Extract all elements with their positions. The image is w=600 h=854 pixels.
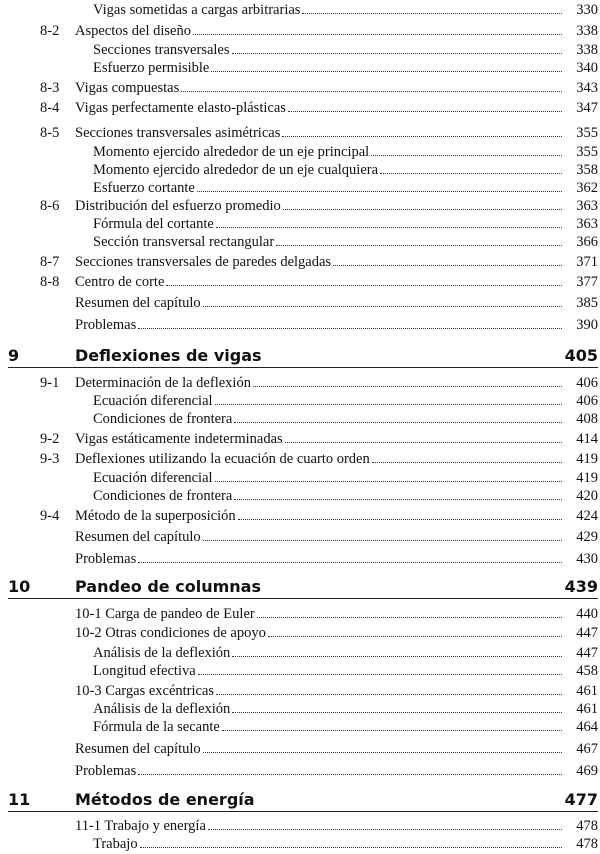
- toc-section[interactable]: [0, 549, 600, 569]
- toc-section[interactable]: [0, 78, 600, 98]
- entry-label-wrap: [75, 506, 562, 526]
- entry-page: 430: [576, 551, 598, 567]
- entry-title: Condiciones de frontera: [93, 488, 233, 504]
- entry-title: Centro de corte: [75, 274, 165, 290]
- entry-page: 419: [576, 451, 598, 467]
- entry-title: Resumen del capítulo: [75, 529, 201, 545]
- toc-section[interactable]: [0, 623, 600, 643]
- entry-page: 461: [576, 701, 598, 717]
- entry-title: Deflexiones utilizando la ecuación de cuarto orden: [75, 451, 370, 467]
- toc-section[interactable]: [0, 816, 600, 836]
- entry-page: 478: [576, 836, 598, 852]
- entry-label-wrap: [75, 293, 562, 313]
- toc-subsection[interactable]: [0, 178, 600, 198]
- toc-section[interactable]: [0, 272, 600, 292]
- dot-leader: [283, 209, 562, 210]
- chapter-divider: [8, 598, 598, 599]
- section-number: 9-1: [40, 375, 60, 391]
- chapter-number: 10: [8, 577, 31, 596]
- entry-title: Distribución del esfuerzo promedio: [75, 198, 281, 214]
- entry-page: 469: [576, 763, 598, 779]
- entry-title: 10-3 Cargas excéntricas: [75, 683, 215, 699]
- entry-page: 338: [576, 42, 598, 58]
- entry-label-wrap: [75, 272, 562, 292]
- toc-subsection[interactable]: [0, 717, 600, 737]
- dot-leader: [138, 328, 562, 329]
- toc-subsection[interactable]: [0, 391, 600, 411]
- entry-page: 385: [576, 295, 598, 311]
- entry-label-wrap: [75, 373, 562, 393]
- entry-label-wrap: [93, 391, 562, 411]
- toc-section[interactable]: [0, 739, 600, 759]
- dot-leader: [372, 462, 562, 463]
- entry-title: Trabajo: [93, 836, 138, 852]
- entry-page: 478: [576, 818, 598, 834]
- entry-page: 419: [576, 470, 598, 486]
- entry-label-wrap: [75, 623, 562, 643]
- dot-leader: [208, 829, 562, 830]
- toc-section[interactable]: [0, 98, 600, 118]
- dot-leader: [203, 306, 562, 307]
- dot-leader: [138, 562, 562, 563]
- entry-page: 420: [576, 488, 598, 504]
- toc-subsection[interactable]: [0, 661, 600, 681]
- toc-section[interactable]: [0, 252, 600, 272]
- toc-chapter[interactable]: [0, 343, 600, 369]
- toc-subsection[interactable]: [0, 409, 600, 429]
- entry-page: 458: [576, 663, 598, 679]
- entry-title: 11-1 Trabajo y energía: [75, 818, 206, 834]
- entry-page: 440: [576, 606, 598, 622]
- entry-page: 467: [576, 741, 598, 757]
- dot-leader: [285, 442, 562, 443]
- toc-section[interactable]: [0, 196, 600, 216]
- dot-leader: [276, 245, 562, 246]
- entry-title: Fórmula del cortante: [93, 216, 214, 232]
- dot-leader: [232, 712, 562, 713]
- dot-leader: [215, 404, 562, 405]
- entry-page: 414: [576, 431, 598, 447]
- entry-page: 461: [576, 683, 598, 699]
- toc-subsection[interactable]: [0, 214, 600, 234]
- section-number: 9-3: [40, 451, 60, 467]
- chapter-page: 405: [564, 346, 598, 365]
- toc-subsection[interactable]: [0, 160, 600, 180]
- entry-title: Longitud efectiva: [93, 663, 196, 679]
- dot-leader: [238, 519, 562, 520]
- entry-title: Problemas: [75, 763, 137, 779]
- entry-title: 10-2 Otras condiciones de apoyo: [75, 625, 266, 641]
- entry-label-wrap: [93, 0, 562, 20]
- entry-label-wrap: [93, 58, 562, 78]
- toc-section[interactable]: [0, 681, 600, 701]
- dot-leader: [215, 481, 562, 482]
- entry-title: Resumen del capítulo: [75, 295, 201, 311]
- dot-leader: [234, 499, 562, 500]
- toc-section[interactable]: [0, 527, 600, 547]
- entry-title: Aspectos del diseño: [75, 23, 191, 39]
- dot-leader: [282, 136, 562, 137]
- dot-leader: [203, 752, 562, 753]
- entry-label-wrap: [75, 761, 562, 781]
- toc-subsection[interactable]: [0, 834, 600, 854]
- entry-label-wrap: [75, 315, 562, 335]
- entry-page: 464: [576, 719, 598, 735]
- dot-leader: [216, 227, 562, 228]
- dot-leader: [333, 265, 562, 266]
- toc-section[interactable]: [0, 761, 600, 781]
- dot-leader: [138, 774, 562, 775]
- toc-subsection[interactable]: [0, 58, 600, 78]
- entry-title: Problemas: [75, 551, 137, 567]
- entry-title: Vigas perfectamente elasto-plásticas: [75, 100, 286, 116]
- chapter-title: Deflexiones de vigas: [75, 346, 262, 365]
- entry-page: 358: [576, 162, 598, 178]
- entry-title: Fórmula de la secante: [93, 719, 220, 735]
- entry-page: 362: [576, 180, 598, 196]
- entry-page: 408: [576, 411, 598, 427]
- toc-subsection[interactable]: [0, 699, 600, 719]
- entry-label-wrap: [93, 661, 562, 681]
- toc-subsection[interactable]: [0, 142, 600, 162]
- entry-label-wrap: [93, 178, 562, 198]
- dot-leader: [197, 191, 562, 192]
- entry-label-wrap: [93, 717, 562, 737]
- toc-subsection[interactable]: [0, 643, 600, 663]
- toc-chapter[interactable]: [0, 787, 600, 813]
- section-number: 9-4: [40, 508, 60, 524]
- entry-page: 424: [576, 508, 598, 524]
- entry-title: Vigas compuestas: [75, 80, 180, 96]
- entry-label-wrap: [75, 429, 562, 449]
- entry-label-wrap: [93, 699, 562, 719]
- entry-page: 406: [576, 393, 598, 409]
- section-number: 8-2: [40, 23, 60, 39]
- entry-page: 390: [576, 317, 598, 333]
- entry-title: Problemas: [75, 317, 137, 333]
- entry-label-wrap: [75, 816, 562, 836]
- entry-title: Método de la superposición: [75, 508, 236, 524]
- toc-section[interactable]: [0, 604, 600, 624]
- entry-page: 371: [576, 254, 598, 270]
- entry-title: Esfuerzo cortante: [93, 180, 195, 196]
- dot-leader: [371, 155, 562, 156]
- dot-leader: [288, 111, 562, 112]
- dot-leader: [253, 386, 562, 387]
- section-number: 8-5: [40, 125, 60, 141]
- entry-label-wrap: [75, 196, 562, 216]
- entry-label-wrap: [93, 214, 562, 234]
- entry-page: 447: [576, 645, 598, 661]
- entry-title: Determinación de la deflexión: [75, 375, 251, 391]
- entry-page: 366: [576, 234, 598, 250]
- entry-page: 347: [576, 100, 598, 116]
- chapter-title: Pandeo de columnas: [75, 577, 261, 596]
- entry-title: Ecuación diferencial: [93, 470, 213, 486]
- entry-page: 429: [576, 529, 598, 545]
- dot-leader: [302, 13, 562, 14]
- entry-label-wrap: [75, 739, 562, 759]
- dot-leader: [181, 91, 562, 92]
- entry-page: 447: [576, 625, 598, 641]
- dot-leader: [198, 674, 562, 675]
- chapter-title: Métodos de energía: [75, 790, 255, 809]
- entry-label-wrap: [75, 527, 562, 547]
- entry-title: Momento ejercido alrededor de un eje cualquiera: [93, 162, 379, 178]
- entry-title: Secciones transversales de paredes delgadas: [75, 254, 332, 270]
- entry-label-wrap: [75, 549, 562, 569]
- toc-section[interactable]: [0, 21, 600, 41]
- dot-leader: [203, 540, 562, 541]
- section-number: 8-4: [40, 100, 60, 116]
- dot-leader: [257, 617, 562, 618]
- toc-chapter[interactable]: [0, 574, 600, 600]
- section-number: 8-7: [40, 254, 60, 270]
- entry-label-wrap: [93, 40, 562, 60]
- entry-page: 355: [576, 125, 598, 141]
- entry-label-wrap: [93, 834, 562, 854]
- entry-title: Resumen del capítulo: [75, 741, 201, 757]
- entry-title: Análisis de la deflexión: [93, 645, 231, 661]
- entry-title: 10-1 Carga de pandeo de Euler: [75, 606, 255, 622]
- toc-section[interactable]: [0, 123, 600, 143]
- entry-label-wrap: [75, 98, 562, 118]
- entry-label-wrap: [75, 78, 562, 98]
- entry-label-wrap: [75, 123, 562, 143]
- dot-leader: [216, 694, 562, 695]
- entry-page: 406: [576, 375, 598, 391]
- section-number: 8-8: [40, 274, 60, 290]
- toc-section[interactable]: [0, 293, 600, 313]
- dot-leader: [193, 34, 562, 35]
- dot-leader: [140, 847, 562, 848]
- entry-label-wrap: [93, 486, 562, 506]
- toc-section[interactable]: [0, 449, 600, 469]
- dot-leader: [232, 656, 562, 657]
- chapter-page: 477: [564, 790, 598, 809]
- entry-label-wrap: [75, 604, 562, 624]
- entry-page: 363: [576, 198, 598, 214]
- entry-title: Secciones transversales asimétricas: [75, 125, 281, 141]
- entry-title: Condiciones de frontera: [93, 411, 233, 427]
- chapter-page: 439: [564, 577, 598, 596]
- entry-label-wrap: [75, 252, 562, 272]
- toc-subsection[interactable]: [0, 0, 600, 20]
- section-number: 8-6: [40, 198, 60, 214]
- toc-subsection[interactable]: [0, 468, 600, 488]
- entry-title: Análisis de la deflexión: [93, 701, 231, 717]
- entry-page: 340: [576, 60, 598, 76]
- toc-subsection[interactable]: [0, 232, 600, 252]
- entry-page: 330: [576, 2, 598, 18]
- dot-leader: [268, 636, 562, 637]
- entry-title: Esfuerzo permisible: [93, 60, 210, 76]
- entry-label-wrap: [93, 232, 562, 252]
- section-number: 8-3: [40, 80, 60, 96]
- entry-label-wrap: [93, 643, 562, 663]
- toc-section[interactable]: [0, 506, 600, 526]
- toc-subsection[interactable]: [0, 486, 600, 506]
- entry-page: 343: [576, 80, 598, 96]
- dot-leader: [380, 173, 562, 174]
- entry-title: Momento ejercido alrededor de un eje principal: [93, 144, 370, 160]
- toc-section[interactable]: [0, 373, 600, 393]
- section-number: 9-2: [40, 431, 60, 447]
- chapter-number: 9: [8, 346, 20, 365]
- entry-label-wrap: [75, 681, 562, 701]
- entry-title: Sección transversal rectangular: [93, 234, 275, 250]
- entry-page: 338: [576, 23, 598, 39]
- chapter-number: 11: [8, 790, 31, 809]
- chapter-divider: [8, 811, 598, 812]
- dot-leader: [234, 422, 562, 423]
- entry-label-wrap: [93, 160, 562, 180]
- entry-page: 377: [576, 274, 598, 290]
- dot-leader: [166, 285, 562, 286]
- entry-page: 363: [576, 216, 598, 232]
- toc-subsection[interactable]: [0, 40, 600, 60]
- entry-label-wrap: [93, 409, 562, 429]
- entry-label-wrap: [75, 21, 562, 41]
- entry-title: Vigas estáticamente indeterminadas: [75, 431, 283, 447]
- toc-section[interactable]: [0, 429, 600, 449]
- entry-title: Vigas sometidas a cargas arbitrarias: [93, 2, 301, 18]
- entry-page: 355: [576, 144, 598, 160]
- entry-label-wrap: [93, 142, 562, 162]
- dot-leader: [211, 71, 562, 72]
- dot-leader: [232, 53, 563, 54]
- entry-title: Secciones transversales: [93, 42, 230, 58]
- dot-leader: [222, 730, 562, 731]
- toc-section[interactable]: [0, 315, 600, 335]
- entry-title: Ecuación diferencial: [93, 393, 213, 409]
- chapter-divider: [8, 367, 598, 368]
- entry-label-wrap: [93, 468, 562, 488]
- entry-label-wrap: [75, 449, 562, 469]
